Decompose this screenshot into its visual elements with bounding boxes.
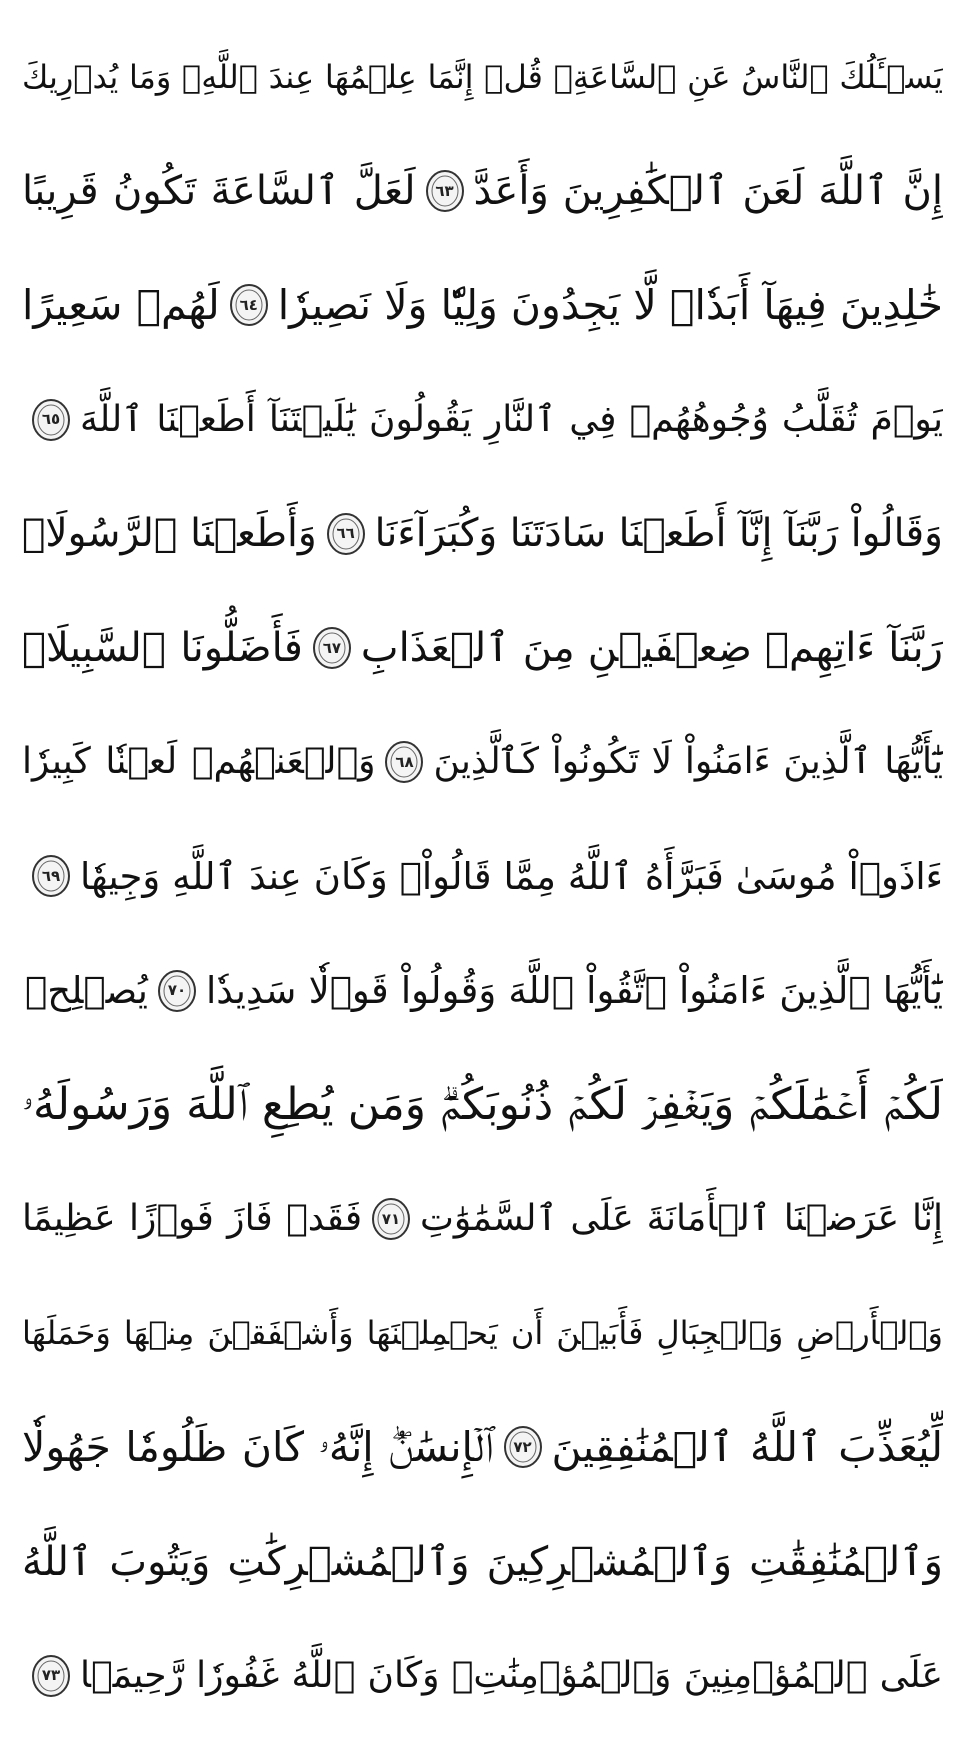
verse-text: يَٰٓأَيُّهَا ٱلَّذِينَ ءَامَنُواْ ٱتَّقُواْ ٱللَّهَ وَقُولُواْ قَوۡلٗا سَدِيدٗا <box>205 969 943 1013</box>
ayah-number: ٧١ <box>381 1209 401 1228</box>
verse-line-13 <box>22 1390 943 1504</box>
ayah-end-marker-icon <box>383 739 425 785</box>
verse-text: عَلَى ٱلۡمُؤۡمِنِينَ وَٱلۡمُؤۡمِنَٰتِۗ وَكَانَ ٱللَّهُ غَفُورٗا رَّحِيمَۢا <box>80 1654 943 1696</box>
ayah-number: ٦٧ <box>322 638 342 657</box>
ayah-number: ٦٥ <box>41 410 61 429</box>
verse-line-4 <box>22 363 943 477</box>
verse-text: يَسۡـَٔلُكَ ٱلنَّاسُ عَنِ ٱلسَّاعَةِۖ قُلۡ إِنَّمَا عِلۡمُهَا عِندَ ٱللَّهِۚ وَمَا يُدۡرِيكَ <box>22 58 943 97</box>
verse-line-1 <box>22 20 943 134</box>
verse-text: يَٰٓأَيُّهَا ٱلَّذِينَ ءَامَنُواْ لَا تَكُونُواْ كَٱلَّذِينَ <box>433 741 943 783</box>
ayah-number: ٦٦ <box>336 524 355 543</box>
verse-text: ٱلۡإِنسَٰنُۖ إِنَّهُۥ كَانَ ظَلُومٗا جَهُولٗا <box>22 1422 494 1471</box>
ayah-number: ٦٤ <box>239 295 258 314</box>
verse-line-7 <box>22 705 943 819</box>
verse-line-6 <box>22 591 943 705</box>
verse-text: إِنَّا عَرَضۡنَا ٱلۡأَمَانَةَ عَلَى ٱلسَّمَٰوَٰتِ <box>420 1198 943 1240</box>
verse-text: لَكُمۡ أَعۡمَٰلَكُمۡ وَيَغۡفِرۡ لَكُمۡ ذُنُوبَكُمۡۗ وَمَن يُطِعِ ٱللَّهَ وَرَسُولَهُۥ <box>22 1078 943 1130</box>
ayah-end-marker-icon <box>228 282 270 328</box>
ayah-end-marker-icon <box>502 1424 544 1470</box>
verse-text: يَوۡمَ تُقَلَّبُ وُجُوهُهُمۡ فِي ٱلنَّارِ يَقُولُونَ يَٰلَيۡتَنَآ أَطَعۡنَا ٱللَّهَ <box>80 398 943 440</box>
ayah-number: ٧٣ <box>41 1666 61 1685</box>
verse-text: فَقَدۡ فَازَ فَوۡزًا عَظِيمًا <box>22 1198 363 1240</box>
verse-text: لِّيُعَذِّبَ ٱللَّهُ ٱلۡمُنَٰفِقِينَ <box>551 1422 943 1471</box>
verse-line-11 <box>22 1162 943 1276</box>
ayah-end-marker-icon <box>30 1653 72 1699</box>
verse-line-5 <box>22 477 943 591</box>
verse-line-14 <box>22 1505 943 1619</box>
verse-text: وَٱلۡعَنۡهُمۡ لَعۡنٗا كَبِيرٗا <box>22 741 376 783</box>
verse-text: وَأَطَعۡنَا ٱلرَّسُولَا۠ <box>22 511 317 557</box>
ayah-number: ٦٨ <box>395 752 414 771</box>
ayah-number: ٦٩ <box>41 866 61 885</box>
verse-text: ءَاذَوۡاْ مُوسَىٰ فَبَرَّأَهُ ٱللَّهُ مِمَّا قَالُواْۚ وَكَانَ عِندَ ٱللَّهِ وَجِيهٗا <box>80 854 943 898</box>
verse-text: رَبَّنَآ ءَاتِهِمۡ ضِعۡفَيۡنِ مِنَ ٱلۡعَذَابِ <box>360 625 943 672</box>
verse-text: وَقَالُواْ رَبَّنَآ إِنَّآ أَطَعۡنَا سَادَتَنَا وَكُبَرَآءَنَا <box>374 511 943 557</box>
verse-line-8 <box>22 819 943 933</box>
verse-text: يُصۡلِحۡ <box>25 969 148 1013</box>
ayah-number: ٦٣ <box>435 181 454 200</box>
verse-line-2 <box>22 134 943 248</box>
verse-line-12 <box>22 1276 943 1390</box>
ayah-end-marker-icon <box>30 853 72 899</box>
verse-text: خَٰلِدِينَ فِيهَآ أَبَدٗاۖ لَّا يَجِدُونَ وَلِيّٗا وَلَا نَصِيرٗا <box>277 280 943 329</box>
ayah-end-marker-icon <box>325 511 367 557</box>
ayah-end-marker-icon <box>311 625 353 671</box>
verse-line-10 <box>22 1048 943 1162</box>
verse-line-15 <box>22 1619 943 1733</box>
verse-text: لَعَلَّ ٱلسَّاعَةَ تَكُونُ قَرِيبًا <box>22 168 416 215</box>
verse-text: فَأَضَلُّونَا ٱلسَّبِيلَا۠ <box>22 625 303 672</box>
ayah-end-marker-icon <box>370 1196 412 1242</box>
ayah-number: ٧٠ <box>167 981 187 1000</box>
verse-text: وَٱلۡأَرۡضِ وَٱلۡجِبَالِ فَأَبَيۡنَ أَن يَحۡمِلۡنَهَا وَأَشۡفَقۡنَ مِنۡهَا وَحَمَلَهَا <box>22 1314 943 1353</box>
ayah-number: ٧٢ <box>513 1437 532 1456</box>
verse-text: إِنَّ ٱللَّهَ لَعَنَ ٱلۡكَٰفِرِينَ وَأَعَدَّ <box>473 168 943 215</box>
ayah-end-marker-icon <box>30 397 72 443</box>
ayah-end-marker-icon <box>424 168 466 214</box>
ayah-end-marker-icon <box>156 968 198 1014</box>
verse-line-9 <box>22 934 943 1048</box>
verse-text: لَهُمۡ سَعِيرًا <box>22 280 220 329</box>
verse-line-3 <box>22 248 943 362</box>
verse-text: وَٱلۡمُنَٰفِقَٰتِ وَٱلۡمُشۡرِكِينَ وَٱلۡمُشۡرِكَٰتِ وَيَتُوبَ ٱللَّهُ <box>22 1538 943 1585</box>
